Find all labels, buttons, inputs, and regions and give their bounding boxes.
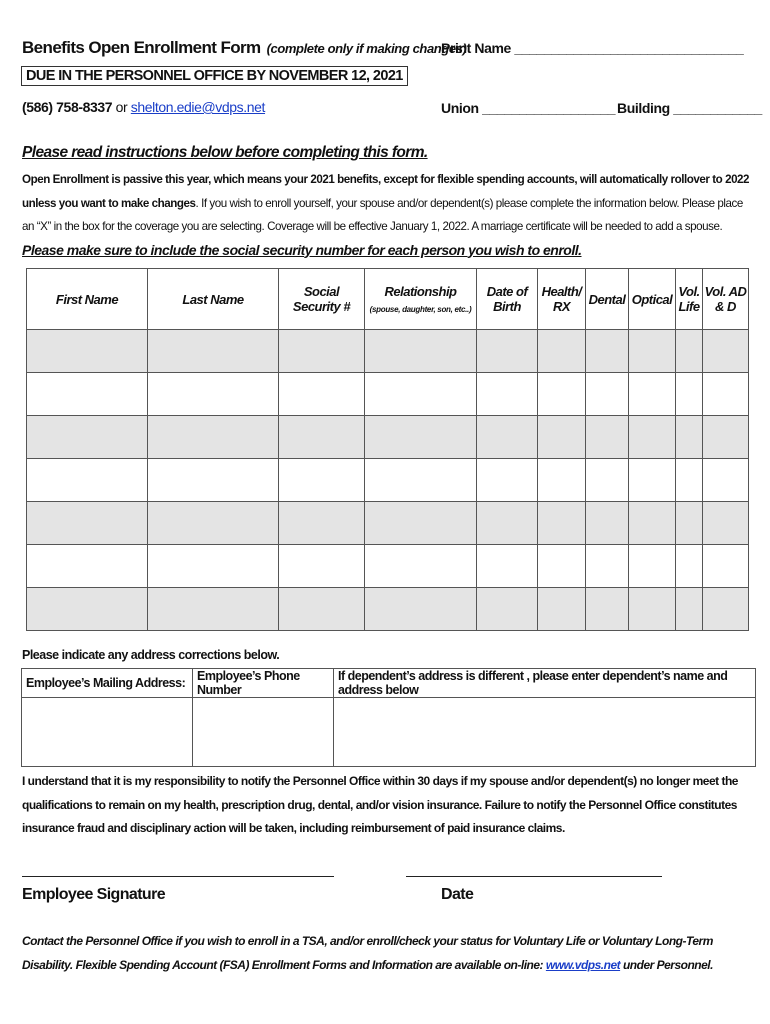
cell-ssn[interactable]: [279, 502, 365, 545]
cell-dental[interactable]: [586, 545, 629, 588]
cell-dob[interactable]: [477, 373, 538, 416]
cell-dob[interactable]: [477, 330, 538, 373]
cell-first-name[interactable]: [27, 330, 148, 373]
col-dob: Date of Birth: [477, 269, 538, 330]
union-field[interactable]: Union __________________: [441, 100, 616, 116]
cell-relationship[interactable]: [365, 459, 477, 502]
cell-vol-life[interactable]: [676, 373, 703, 416]
cell-health[interactable]: [538, 459, 586, 502]
building-field[interactable]: Building ____________: [617, 100, 762, 116]
table-row: [27, 588, 749, 631]
cell-ssn[interactable]: [279, 373, 365, 416]
relationship-note: (spouse, daughter, son, etc..): [369, 305, 472, 314]
table-row: [27, 416, 749, 459]
footer-note: [22, 930, 752, 977]
date-label: Date: [441, 886, 474, 903]
cell-ssn[interactable]: [279, 330, 365, 373]
cell-first-name[interactable]: [27, 545, 148, 588]
cell-dental[interactable]: [586, 416, 629, 459]
mailing-address-label: Employee’s Mailing Address:: [22, 669, 193, 698]
contact-email-link[interactable]: shelton.edie@vdps.net: [130, 99, 266, 115]
form-title-note: (complete only if making changes): [266, 41, 467, 56]
cell-vol-life[interactable]: [676, 459, 703, 502]
cell-health[interactable]: [538, 545, 586, 588]
cell-optical[interactable]: [629, 459, 676, 502]
dependent-address-field[interactable]: [334, 698, 756, 767]
cell-vol-add[interactable]: [703, 330, 749, 373]
mailing-address-field[interactable]: [22, 698, 193, 767]
date-line[interactable]: [406, 876, 662, 877]
table-header-row: [27, 269, 749, 330]
cell-ssn[interactable]: [279, 416, 365, 459]
contact-phone: (586) 758-8337: [22, 99, 113, 115]
cell-last-name[interactable]: [148, 588, 279, 631]
website-link[interactable]: www.vdps.net: [545, 957, 621, 972]
cell-dental[interactable]: [586, 330, 629, 373]
cell-vol-life[interactable]: [676, 545, 703, 588]
cell-dob[interactable]: [477, 588, 538, 631]
cell-first-name[interactable]: [27, 416, 148, 459]
col-dental: Dental: [586, 269, 629, 330]
cell-relationship[interactable]: [365, 502, 477, 545]
cell-relationship[interactable]: [365, 588, 477, 631]
cell-optical[interactable]: [629, 373, 676, 416]
cell-health[interactable]: [538, 373, 586, 416]
cell-last-name[interactable]: [148, 502, 279, 545]
cell-vol-add[interactable]: [703, 459, 749, 502]
address-table: [21, 668, 756, 767]
cell-dental[interactable]: [586, 373, 629, 416]
cell-vol-life[interactable]: [676, 588, 703, 631]
col-health: Health/ RX: [538, 269, 586, 330]
cell-last-name[interactable]: [148, 373, 279, 416]
acknowledgement-text: I understand that it is my responsibility to notify the Personnel Office within 30 days if my spouse and/or dependent(s) no longer meet the qualifications to remain on my health, prescription drug, dental, and/or vision insurance. Failure to notify the Personnel Office constitutes insurance fraud and disciplinary action will be taken, including reimbursement of paid insurance claims.: [22, 774, 738, 835]
footer-text-end: under Personnel.: [622, 957, 713, 972]
cell-relationship[interactable]: [365, 416, 477, 459]
signature-line[interactable]: [22, 876, 334, 877]
address-header-row: [22, 669, 756, 698]
cell-dob[interactable]: [477, 416, 538, 459]
cell-vol-add[interactable]: [703, 416, 749, 459]
dependent-address-label: If dependent’s address is different , please enter dependent’s name and address below: [334, 669, 756, 698]
cell-first-name[interactable]: [27, 373, 148, 416]
cell-dob[interactable]: [477, 545, 538, 588]
cell-vol-life[interactable]: [676, 502, 703, 545]
instructions-rest: . If you wish to enroll yourself, your spouse and/or dependent(s) please complete the information below. Please place an “X” in the box for the coverage you are selecting. Coverage will be effective January 1, 2022. A marriage certificate will be needed to add a spouse.: [22, 196, 743, 233]
cell-last-name[interactable]: [148, 545, 279, 588]
cell-vol-add[interactable]: [703, 502, 749, 545]
cell-dob[interactable]: [477, 459, 538, 502]
instructions-paragraph: [22, 168, 752, 263]
cell-health[interactable]: [538, 588, 586, 631]
phone-number-label: Employee’s Phone Number: [193, 669, 334, 698]
table-row: [27, 373, 749, 416]
instructions-heading: Please read instructions below before completing this form.: [22, 144, 428, 161]
print-name-field[interactable]: Print Name _______________________________: [441, 40, 744, 56]
cell-optical[interactable]: [629, 330, 676, 373]
form-title: [22, 38, 466, 58]
cell-dob[interactable]: [477, 502, 538, 545]
cell-health[interactable]: [538, 502, 586, 545]
cell-vol-life[interactable]: [676, 330, 703, 373]
cell-vol-add[interactable]: [703, 588, 749, 631]
instructions-bold: Open Enrollment is passive this year, which means your 2021 benefits, except for flexible spending accounts, will automatically rollover to 2022 unless you want to make changes: [22, 173, 750, 210]
cell-optical[interactable]: [629, 416, 676, 459]
cell-dental[interactable]: [586, 588, 629, 631]
cell-relationship[interactable]: [365, 545, 477, 588]
cell-ssn[interactable]: [279, 545, 365, 588]
col-first-name: First Name: [27, 269, 148, 330]
col-relationship: Relationship (spouse, daughter, son, etc..): [365, 269, 477, 330]
table-row: [27, 545, 749, 588]
cell-health[interactable]: [538, 416, 586, 459]
table-row: [27, 330, 749, 373]
footer-text: Contact the Personnel Office if you wish to enroll in a TSA, and/or enroll/check your status for Voluntary Life or Voluntary Long-Term Disability. Flexible Spending Account (FSA) Enrollment Forms and Information are available on-line:: [22, 934, 713, 972]
cell-relationship[interactable]: [365, 330, 477, 373]
table-row: [27, 459, 749, 502]
cell-vol-add[interactable]: [703, 373, 749, 416]
col-vol-add: Vol. AD & D: [703, 269, 749, 330]
cell-optical[interactable]: [629, 545, 676, 588]
cell-vol-add[interactable]: [703, 545, 749, 588]
form-title-text: Benefits Open Enrollment Form: [22, 38, 261, 57]
contact-or: or: [115, 99, 128, 115]
cell-last-name[interactable]: [148, 416, 279, 459]
cell-optical[interactable]: [629, 588, 676, 631]
col-optical: Optical: [629, 269, 676, 330]
cell-health[interactable]: [538, 330, 586, 373]
col-ssn: Social Security #: [279, 269, 365, 330]
phone-number-field[interactable]: [193, 698, 334, 767]
address-note: Please indicate any address corrections below.: [22, 648, 280, 662]
cell-last-name[interactable]: [148, 459, 279, 502]
enrollment-table: [26, 268, 749, 631]
cell-first-name[interactable]: [27, 459, 148, 502]
employee-signature-label: Employee Signature: [22, 886, 166, 903]
cell-dental[interactable]: [586, 502, 629, 545]
instructions-emphasis: Please make sure to include the social security number for each person you wish to enroll.: [22, 241, 582, 258]
cell-first-name[interactable]: [27, 588, 148, 631]
contact-line: [22, 99, 265, 115]
table-row: [27, 502, 749, 545]
address-input-row: [22, 698, 756, 767]
cell-relationship[interactable]: [365, 373, 477, 416]
cell-first-name[interactable]: [27, 502, 148, 545]
due-date-box: DUE IN THE PERSONNEL OFFICE BY NOVEMBER 12, 2021: [21, 66, 408, 86]
col-last-name: Last Name: [148, 269, 279, 330]
cell-dental[interactable]: [586, 459, 629, 502]
cell-last-name[interactable]: [148, 330, 279, 373]
cell-vol-life[interactable]: [676, 416, 703, 459]
cell-ssn[interactable]: [279, 588, 365, 631]
cell-optical[interactable]: [629, 502, 676, 545]
col-vol-life: Vol. Life: [676, 269, 703, 330]
cell-ssn[interactable]: [279, 459, 365, 502]
